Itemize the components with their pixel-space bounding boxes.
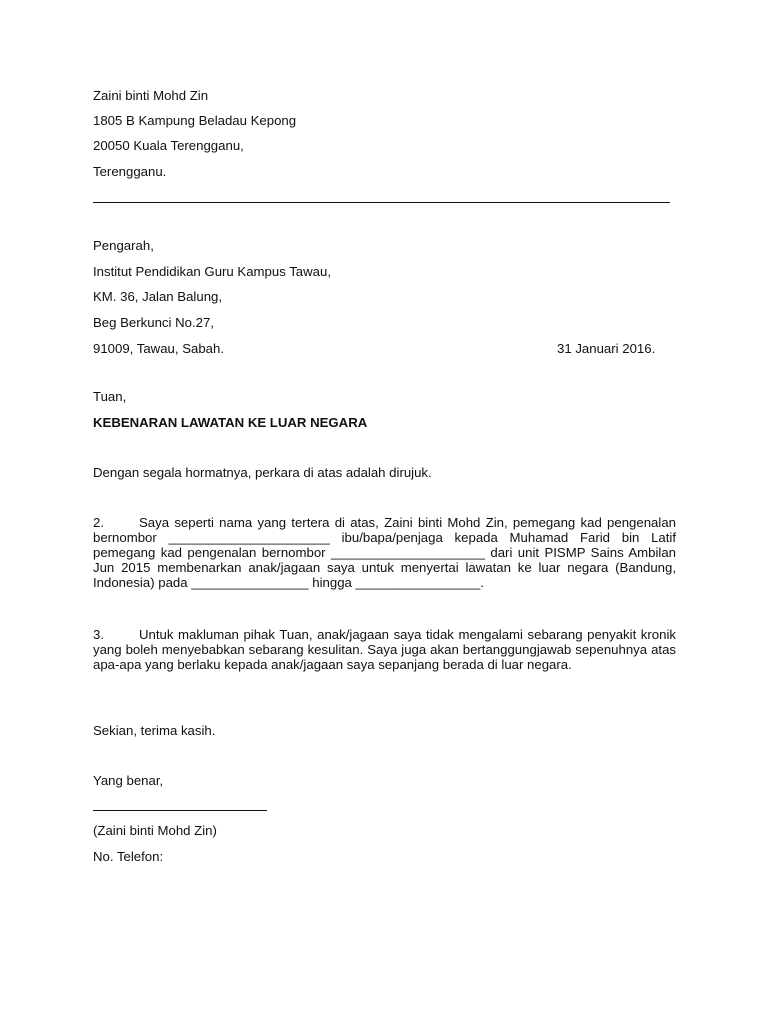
paragraph-3-text: Untuk makluman pihak Tuan, anak/jagaan saya tidak mengalami sebarang penyakit kronik yang boleh menyebabkan sebarang kesulitan. Saya juga akan bertanggungjawab sepenuhnya atas apa-apa yang berlaku kepada anak/jagaan saya sepanjang berada di luar negara. [93,627,676,672]
paragraph-3 [93,627,676,672]
recipient-line-4: 91009, Tawau, Sabah. [93,341,225,356]
signatory-name: (Zaini binti Mohd Zin) [93,823,217,838]
paragraph-2-number: 2. [93,515,104,530]
paragraph-3-number: 3. [93,627,104,642]
signature-line [93,810,267,811]
recipient-line-2: KM. 36, Jalan Balung, [93,289,223,304]
recipient-line-1: Institut Pendidikan Guru Kampus Tawau, [93,264,331,279]
closing-line: Sekian, terima kasih. [93,723,216,738]
salutation: Tuan, [93,389,127,404]
sender-name: Zaini binti Mohd Zin [93,88,209,103]
phone-label: No. Telefon: [93,849,164,864]
sender-address-line-1: 1805 B Kampung Beladau Kepong [93,113,297,128]
paragraph-2-text: Saya seperti nama yang tertera di atas, Zaini binti Mohd Zin, pemegang kad pengenalan bernombor ______________________ ibu/bapa/penjaga kepada Muhamad Farid bin Latif pemegang kad pengenalan bernombor _____________________ dari unit PISMP Sains Ambilan Jun 2015 membenarkan anak/jagaan saya untuk menyertai lawatan ke luar negara (Bandung, Indonesia) pada ________________ hingga _________________. [93,515,676,590]
paragraph-2 [93,515,676,590]
header-divider [93,202,670,203]
opening-line: Dengan segala hormatnya, perkara di atas adalah dirujuk. [93,465,432,480]
recipient-line-3: Beg Berkunci No.27, [93,315,214,330]
sender-address-line-2: 20050 Kuala Terengganu, [93,138,244,153]
recipient-title: Pengarah, [93,238,154,253]
sign-off: Yang benar, [93,773,164,788]
letter-subject: KEBENARAN LAWATAN KE LUAR NEGARA [93,415,368,430]
sender-address-line-3: Terengganu. [93,164,167,179]
letter-date: 31 Januari 2016. [557,341,656,356]
